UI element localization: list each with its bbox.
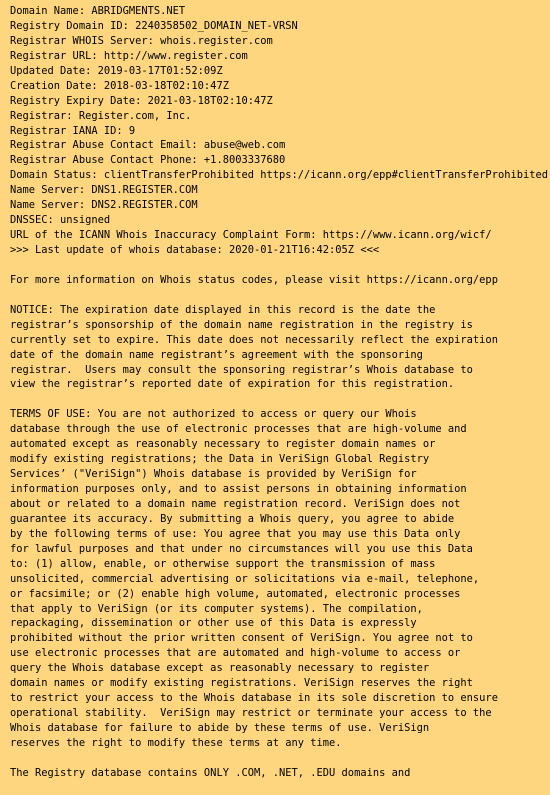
notice-line: currently set to expire. This date does not necessarily reflect the expiration <box>10 333 498 346</box>
dnssec-line: DNSSEC: unsigned <box>10 214 111 227</box>
registrar-whois-server-line: Registrar WHOIS Server: whois.register.com <box>10 34 273 47</box>
notice-line: registrar’s sponsorship of the domain name registration in the registry is <box>10 318 473 331</box>
whois-record <box>10 4 546 781</box>
spacer <box>10 288 546 303</box>
name-server-line: Name Server: DNS1.REGISTER.COM <box>10 184 198 197</box>
registrar-line: Registrar: Register.com, Inc. <box>10 109 192 122</box>
terms-line: unsolicited, commercial advertising or solicitations via e-mail, telephone, <box>10 572 480 585</box>
terms-line: Whois database for failure to abide by these terms of use. VeriSign <box>10 722 430 734</box>
name-server-line: Name Server: DNS2.REGISTER.COM <box>10 199 198 212</box>
domain-status-line: Domain Status: clientTransferProhibited https://icann.org/epp#clientTransferProhibited <box>10 169 548 182</box>
registrar-iana-id-line: Registrar IANA ID: 9 <box>10 124 136 137</box>
spacer <box>10 258 546 273</box>
terms-line: that apply to VeriSign (or its computer systems). The compilation, <box>10 602 423 615</box>
terms-line: to restrict your access to the Whois database in its sole discretion to ensure <box>10 692 498 705</box>
notice-line: date of the domain name registrant’s agreement with the sponsoring <box>10 348 423 361</box>
spacer <box>10 392 546 407</box>
terms-line: reserves the right to modify these terms at any time. <box>10 736 342 749</box>
terms-line: prohibited without the prior written consent of VeriSign. You agree not to <box>10 632 473 645</box>
terms-line: or facsimile; or (2) enable high volume, automated, electronic processes <box>10 587 461 600</box>
terms-line: repackaging, dissemination or other use of this Data is expressly <box>10 617 417 630</box>
notice-line: NOTICE: The expiration date displayed in this record is the date the <box>10 303 436 316</box>
terms-line: to: (1) allow, enable, or otherwise support the transmission of mass <box>10 557 436 570</box>
terms-line: Services’ ("VeriSign") Whois database is provided by VeriSign for <box>10 468 417 481</box>
terms-line: domain names or modify existing registrations. VeriSign reserves the right <box>10 677 473 690</box>
terms-line: query the Whois database except as reasonably necessary to register <box>10 662 430 675</box>
whois-header-block <box>10 4 546 258</box>
registry-info-line: The Registry database contains ONLY .COM, .NET, .EDU domains and <box>10 766 411 779</box>
notice-line: view the registrar’s reported date of expiration for this registration. <box>10 378 455 391</box>
terms-line: automated except as reasonably necessary to register domain names or <box>10 438 436 451</box>
abuse-email-line: Registrar Abuse Contact Email: abuse@web.com <box>10 139 286 152</box>
registrar-url-line: Registrar URL: http://www.register.com <box>10 49 248 62</box>
registry-domain-id-line: Registry Domain ID: 2240358502_DOMAIN_NET-VRSN <box>10 19 298 32</box>
spacer <box>10 751 546 766</box>
terms-line: about or related to a domain name registration record. VeriSign does not <box>10 497 461 510</box>
terms-line: TERMS OF USE: You are not authorized to access or query our Whois <box>10 408 417 421</box>
terms-line: database through the use of electronic processes that are high-volume and <box>10 423 467 436</box>
registry-info-block <box>10 766 546 781</box>
registry-expiry-date-line: Registry Expiry Date: 2021-03-18T02:10:47Z <box>10 94 273 107</box>
icann-complaint-url-line: URL of the ICANN Whois Inaccuracy Complaint Form: https://www.icann.org/wicf/ <box>10 229 492 242</box>
terms-line: use electronic processes that are automated and high-volume to access or <box>10 647 461 660</box>
terms-of-use-block <box>10 407 546 751</box>
notice-block <box>10 303 546 393</box>
terms-line: information purposes only, and to assist persons in obtaining information <box>10 483 467 495</box>
terms-line: guarantee its accuracy. By submitting a Whois query, you agree to abide <box>10 512 455 525</box>
terms-line: modify existing registrations; the Data in VeriSign Global Registry <box>10 453 430 466</box>
creation-date-line: Creation Date: 2018-03-18T02:10:47Z <box>10 79 229 92</box>
domain-name-line: Domain Name: ABRIDGMENTS.NET <box>10 5 186 17</box>
terms-line: for lawful purposes and that under no circumstances will you use this Data <box>10 542 473 555</box>
terms-line: operational stability. VeriSign may restrict or terminate your access to the <box>10 707 492 720</box>
status-info-line: For more information on Whois status codes, please visit https://icann.org/epp <box>10 273 498 286</box>
terms-line: by the following terms of use: You agree that you may use this Data only <box>10 527 461 540</box>
last-update-line: >>> Last update of whois database: 2020-01-21T16:42:05Z <<< <box>10 244 380 256</box>
updated-date-line: Updated Date: 2019-03-17T01:52:09Z <box>10 64 223 77</box>
notice-line: registrar. Users may consult the sponsoring registrar’s Whois database to <box>10 363 473 376</box>
abuse-phone-line: Registrar Abuse Contact Phone: +1.8003337680 <box>10 154 286 167</box>
